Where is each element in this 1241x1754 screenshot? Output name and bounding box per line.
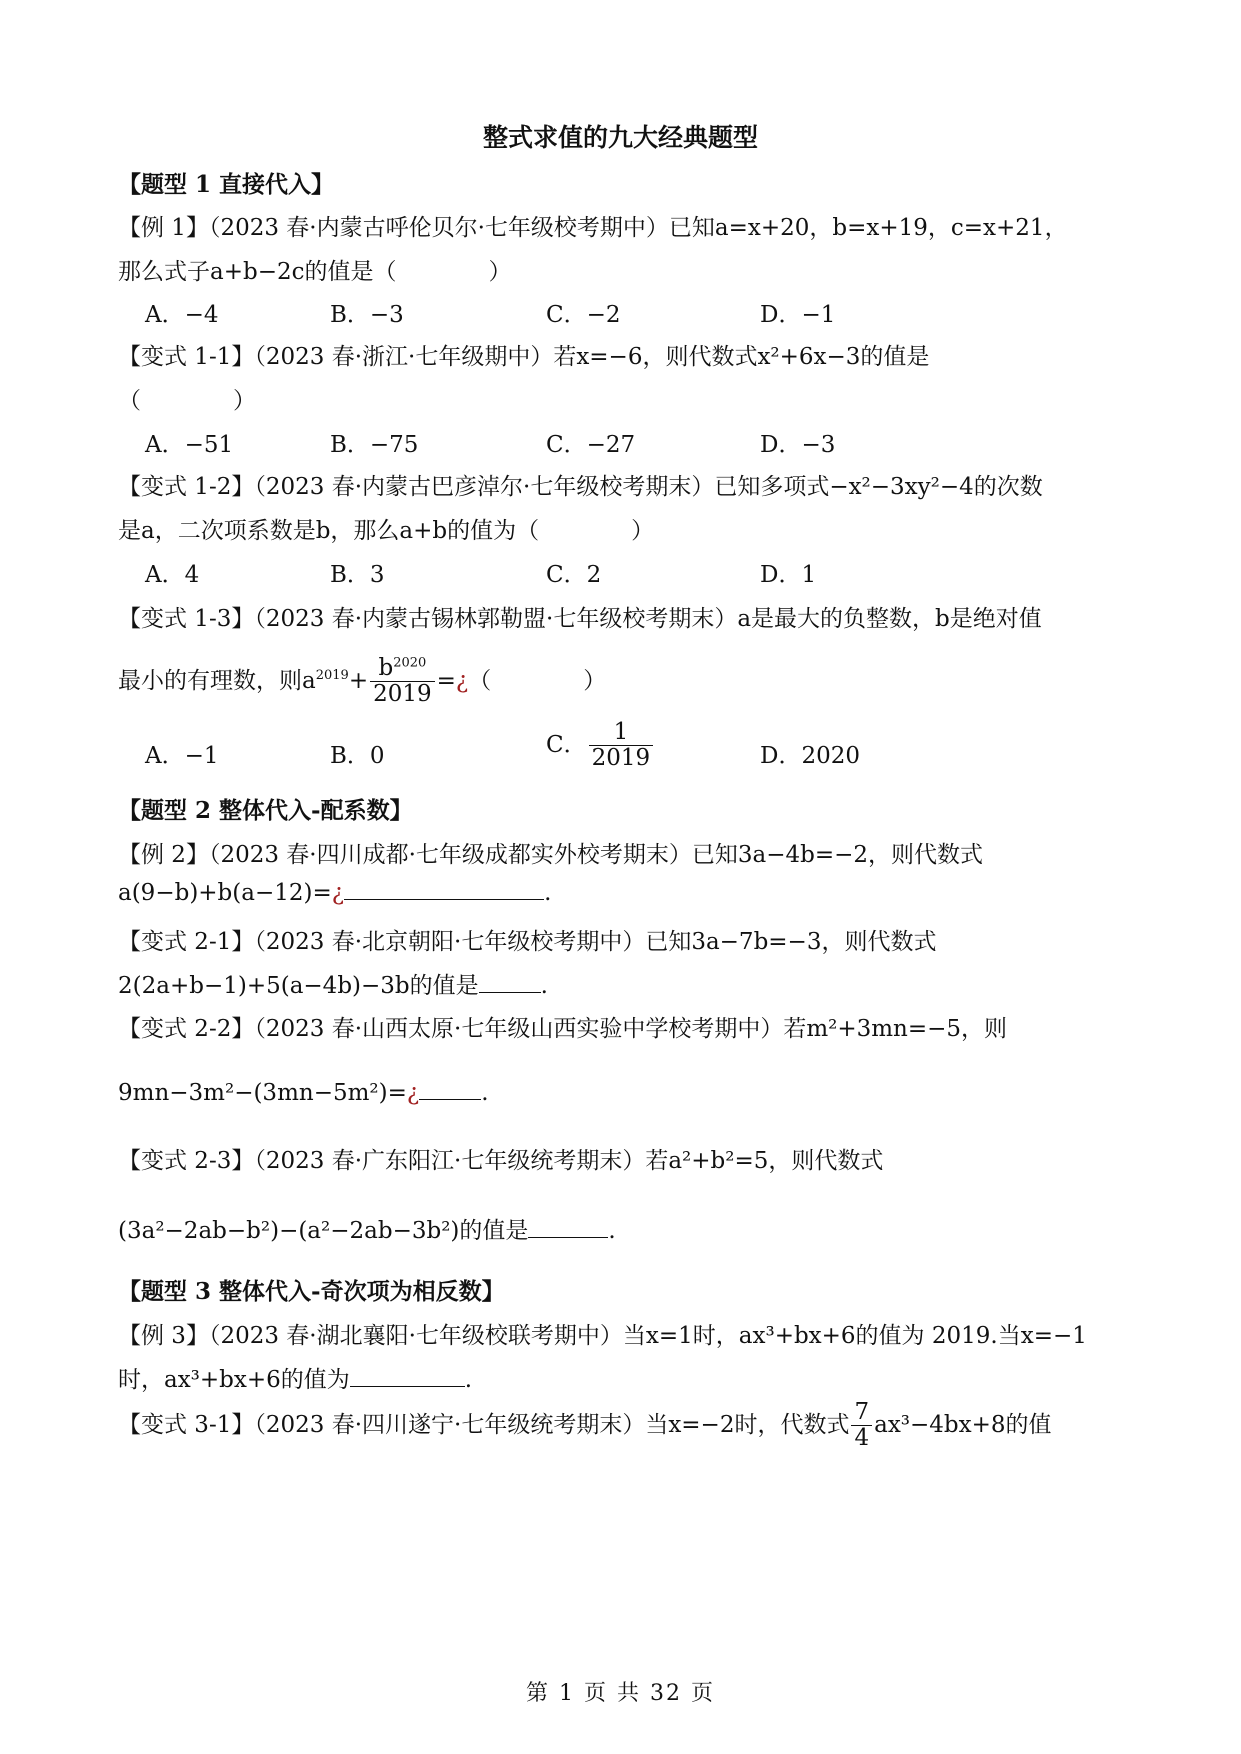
answer-blank[interactable] (528, 1219, 608, 1238)
fraction-7-over-4 (851, 1400, 872, 1452)
example-1-option-d: D．−1 (760, 302, 836, 328)
variant-1-3-line-2-text: 最小的有理数，则a (118, 667, 316, 694)
variant-1-2-option-b: B．3 (330, 562, 385, 588)
document-title: 整式求值的九大经典题型 (482, 123, 758, 152)
variant-1-2-line-1: 【变式 1-2】（2023 春·内蒙古巴彦淖尔·七年级校考期末）已知多项式−x²−3xy²−4的次数 (118, 474, 1043, 500)
option-c-denominator: 2019 (591, 745, 651, 772)
variant-2-2-line-1: 【变式 2-2】（2023 春·山西太原·七年级山西实验中学校考期中）若m²+3mn=−5，则 (118, 1016, 1008, 1042)
variant-2-2-expression: 9mn−3m²−(3mn−5m²)= (118, 1080, 407, 1106)
example-2-line-2 (118, 880, 551, 906)
variant-1-1-line-1: 【变式 1-1】（2023 春·浙江·七年级期中）若x=−6，则代数式x²+6x−3的值是 (118, 344, 930, 370)
variant-2-3-line-1: 【变式 2-3】（2023 春·广东阳江·七年级统考期末）若a²+b²=5，则代数式 (118, 1148, 884, 1174)
fraction-b2020-over-2019 (370, 656, 435, 708)
fraction-numerator-base: b (378, 655, 394, 681)
variant-1-3-line-1: 【变式 1-3】（2023 春·内蒙古锡林郭勒盟·七年级校考期末）a是最大的负整数，b是绝对值 (118, 606, 1042, 632)
example-1-option-a: A．−4 (145, 302, 219, 328)
exponent-2019: 2019 (315, 668, 349, 684)
page-footer: 第 1 页 共 32 页 (526, 1681, 715, 1706)
period: . (481, 1080, 489, 1106)
section-heading-3: 【题型 3 整体代入-奇次项为相反数】 (118, 1278, 505, 1305)
variant-3-1-expression: ax³−4bx+8的值 (874, 1411, 1052, 1438)
answer-blank[interactable] (344, 881, 544, 900)
variant-2-2-line-2 (118, 1080, 489, 1106)
example-1-line-1: 【例 1】（2023 春·内蒙古呼伦贝尔·七年级校考期中）已知a=x+20，b=x+19，c=x+21， (118, 215, 1068, 241)
variant-1-3-option-d: D．2020 (760, 743, 860, 769)
section-heading-1: 【题型 1 直接代入】 (118, 171, 335, 198)
fraction-denominator: 4 (854, 1425, 870, 1452)
example-1-option-b: B．−3 (330, 302, 404, 328)
example-2-expression: a(9−b)+b(a−12)= (118, 880, 332, 906)
example-3-line-1: 【例 3】（2023 春·湖北襄阳·七年级校联考期中）当x=1时，ax³+bx+6的值为 2019.当x=−1 (118, 1323, 1087, 1349)
variant-2-1-line-1: 【变式 2-1】（2023 春·北京朝阳·七年级校考期中）已知3a−7b=−3，则代数式 (118, 929, 937, 955)
inverted-question-mark: ¿ (331, 880, 345, 906)
period: . (608, 1218, 616, 1244)
example-3-expression: 时，ax³+bx+6的值为 (118, 1367, 350, 1393)
variant-1-2-option-a: A．4 (145, 562, 200, 588)
fraction-numerator: 7 (851, 1400, 872, 1426)
example-3-line-2 (118, 1361, 472, 1394)
answer-blank[interactable] (479, 974, 541, 993)
period: . (540, 973, 548, 999)
inverted-question-mark: ¿ (406, 1080, 420, 1106)
plus-sign: + (348, 667, 369, 694)
variant-2-1-expression: 2(2a+b−1)+5(a−4b)−3b的值是 (118, 973, 479, 999)
inverted-question-mark: ¿ (455, 667, 469, 694)
example-2-line-1: 【例 2】（2023 春·四川成都·七年级成都实外校考期末）已知3a−4b=−2，则代数式 (118, 842, 984, 868)
variant-1-3-option-b: B．0 (330, 743, 385, 769)
variant-3-1-line-1 (118, 1400, 1052, 1452)
section-heading-2: 【题型 2 整体代入-配系数】 (118, 797, 413, 824)
period: . (464, 1367, 473, 1393)
variant-1-3-option-c (546, 720, 655, 772)
variant-1-1-option-c: C．−27 (546, 432, 636, 458)
variant-1-1-line-2: （ ） (118, 388, 256, 414)
variant-1-1-option-a: A．−51 (145, 432, 234, 458)
variant-1-3-option-a: A．−1 (145, 743, 219, 769)
fraction-denominator: 2019 (373, 681, 432, 708)
variant-1-1-option-d: D．−3 (760, 432, 836, 458)
variant-1-2-line-2: 是a，二次项系数是b，那么a+b的值为（ ） (118, 518, 655, 544)
answer-blank[interactable] (350, 1368, 465, 1387)
period: . (544, 880, 552, 906)
variant-1-2-option-c: C．2 (546, 562, 602, 588)
example-1-option-c: C．−2 (546, 302, 621, 328)
equals-sign: = (436, 667, 456, 694)
fraction-numerator-exponent: 2020 (393, 655, 427, 671)
variant-1-2-option-d: D．1 (760, 562, 817, 588)
example-1-line-2: 那么式子a+b−2c的值是（ ） (118, 259, 512, 285)
option-c-numerator: 1 (589, 720, 654, 746)
variant-1-1-option-b: B．−75 (330, 432, 419, 458)
variant-2-1-line-2 (118, 967, 548, 1000)
answer-blank[interactable] (419, 1081, 481, 1100)
variant-1-3-option-c-label: C． (546, 731, 587, 758)
variant-1-3-line-2 (118, 656, 606, 708)
variant-2-3-expression: (3a²−2ab−b²)−(a²−2ab−3b²)的值是 (118, 1218, 529, 1244)
answer-paren: （ ） (468, 667, 607, 694)
variant-2-3-line-2 (118, 1212, 616, 1245)
option-c-fraction (589, 720, 654, 772)
variant-3-1-text: 【变式 3-1】（2023 春·四川遂宁·七年级统考期末）当x=−2时，代数式 (118, 1411, 850, 1438)
